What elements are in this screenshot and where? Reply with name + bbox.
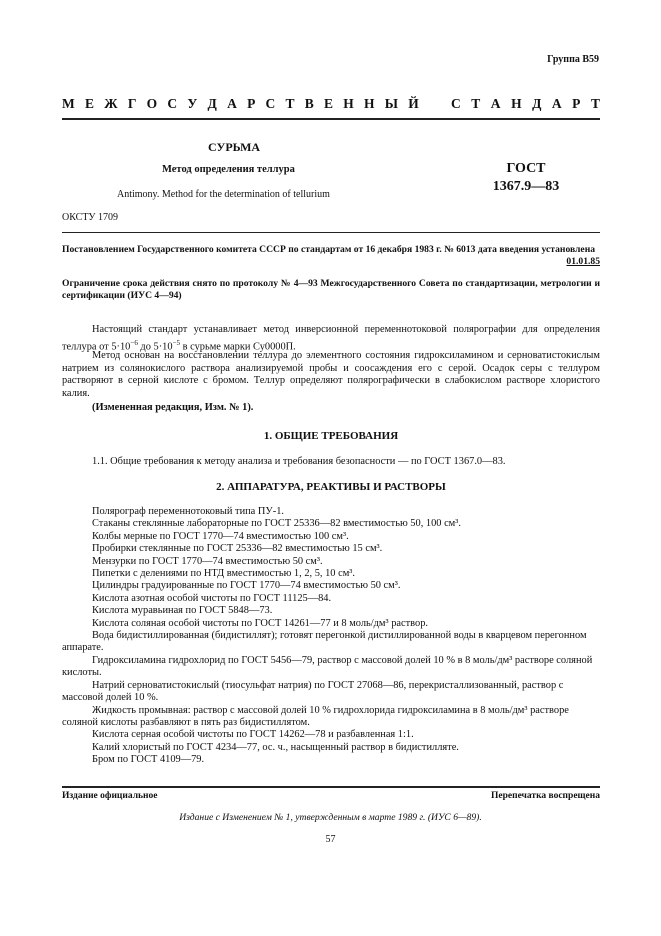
intro-paragraph-2: Метод основан на восстановлении теллура до элементного состояния гидроксиламином и серноватистокислым натрием из солянокислого раствора анализируемой пробы и соосаждения его с серой. Осадок серы с теллуром растворяют в серной кислоте с бромом. Теллур определяют полярографически в слабокислом растворе хлористого калия. bbox=[62, 350, 600, 399]
banner-letter: М bbox=[62, 96, 75, 111]
banner-letter: Ж bbox=[104, 96, 118, 111]
title-rule bbox=[62, 232, 600, 233]
banner-letter: С bbox=[167, 96, 178, 111]
list-item: Цилиндры градуированные по ГОСТ 1770—74 вместимостью 50 см³. bbox=[92, 580, 401, 592]
page-number: 57 bbox=[325, 834, 336, 845]
list-item: Натрий серноватистокислый (тиосульфат натрия) по ГОСТ 27068—86, перекристаллизованный, раствор с массовой долей 10 %. bbox=[62, 679, 564, 704]
group-code: Группа B59 bbox=[547, 54, 599, 65]
section-2-heading: 2. АППАРАТУРА, РЕАКТИВЫ И РАСТВОРЫ bbox=[216, 481, 446, 493]
document-subtitle: Метод определения теллура bbox=[162, 164, 295, 175]
banner-letter: В bbox=[304, 96, 314, 111]
section-1-paragraph: 1.1. Общие требования к методу анализа и требования безопасности — по ГОСТ 1367.0—83. bbox=[92, 456, 506, 467]
banner-letter: Р bbox=[247, 96, 256, 111]
banner-letter: С bbox=[451, 96, 461, 111]
list-item: Пипетки с делениями по НТД вместимостью 1, 2, 5, 10 см³. bbox=[92, 568, 355, 580]
reprint-prohibited-label: Перепечатка воспрещена bbox=[490, 791, 600, 801]
range-low-value: 5·10 bbox=[111, 341, 131, 353]
banner-letter: Е bbox=[84, 96, 94, 111]
list-item: Мензурки по ГОСТ 1770—74 вместимостью 50 см³. bbox=[92, 555, 323, 567]
intro-p1-text-b: в сурьме марки Су0000П. bbox=[180, 341, 296, 353]
banner-letter: Ы bbox=[384, 96, 399, 111]
list-item: Полярограф переменнотоковый типа ПУ-1. bbox=[92, 506, 285, 517]
range-high-exponent: −5 bbox=[172, 338, 181, 347]
gost-label: ГОСТ bbox=[506, 161, 546, 176]
list-item: Стаканы стеклянные лабораторные по ГОСТ 25336—82 вместимостью 50, 100 см³. bbox=[92, 518, 461, 530]
range-high-value: 5·10 bbox=[153, 341, 173, 353]
banner-letter: Н bbox=[511, 96, 522, 111]
apparatus-list bbox=[62, 506, 600, 767]
gost-code: 1367.9—83 bbox=[492, 179, 560, 194]
banner-letter: Н bbox=[343, 96, 354, 111]
banner-word-interstate bbox=[62, 96, 419, 112]
list-item: Пробирки стеклянные по ГОСТ 25336—82 вместимостью 15 см³. bbox=[92, 543, 383, 555]
limitation-note: Ограничение срока действия снято по протоколу № 4—93 Межгосударственного Совета по стандартизации, метрологии и сертификации (ИУС 4—94) bbox=[62, 278, 600, 301]
banner-letter: Й bbox=[408, 96, 419, 111]
banner-letter: Г bbox=[127, 96, 137, 111]
list-item: Кислота азотная особой чистоты по ГОСТ 11125—84. bbox=[92, 592, 332, 604]
list-item: Кислота соляная особой чистоты по ГОСТ 14261—77 и 8 моль/дм³ раствор. bbox=[92, 617, 429, 629]
intro-p1-text-mid: до bbox=[137, 341, 154, 353]
banner-letter: С bbox=[265, 96, 276, 111]
banner-letter: У bbox=[187, 96, 198, 111]
edition-note: Издание с Изменением № 1, утвержденным в марте 1989 г. (ИУС 6—89). bbox=[179, 812, 482, 823]
range-low-exponent: −6 bbox=[130, 338, 138, 347]
banner-word-standard bbox=[451, 96, 600, 112]
list-item: Кислота муравьиная по ГОСТ 5848—73. bbox=[92, 605, 273, 617]
list-item: Вода бидистиллированная (бидистиллят); готовят перегонкой дистиллированной воды в кварцевом перегонном аппарате. bbox=[62, 630, 587, 654]
list-item: Колбы мерные по ГОСТ 1770—74 вместимостью 100 см³. bbox=[92, 530, 349, 542]
header-rule bbox=[62, 118, 600, 120]
official-edition-label: Издание официальное bbox=[62, 791, 158, 801]
banner-letter: Т bbox=[471, 96, 481, 111]
banner-letter: А bbox=[490, 96, 501, 111]
banner-letter: Д bbox=[207, 96, 217, 111]
list-item: Жидкость промывная: раствор с массовой долей 10 % гидрохлорида гидроксиламина в 8 моль/дм³ растворе соляной кислоты разбавляют в пять раз бидистиллятом. bbox=[62, 704, 569, 728]
banner-letter: Т bbox=[285, 96, 295, 111]
list-item: Гидроксиламина гидрохлорид по ГОСТ 5456—79, раствор с массовой долей 10 % в 8 моль/дм³ растворе соляной кислоты. bbox=[62, 654, 593, 679]
section-1-heading: 1. ОБЩИЕ ТРЕБОВАНИЯ bbox=[263, 430, 399, 442]
banner-letter: О bbox=[146, 96, 158, 111]
banner-letter: Н bbox=[364, 96, 375, 111]
list-item: Бром по ГОСТ 4109—79. bbox=[92, 754, 205, 766]
banner-letter: Д bbox=[532, 96, 542, 111]
banner-letter: Е bbox=[324, 96, 334, 111]
gost-number bbox=[476, 160, 576, 196]
interstate-standard-banner bbox=[62, 96, 600, 112]
english-title: Antimony. Method for the determination of tellurium bbox=[117, 189, 330, 200]
footer-rule bbox=[62, 786, 600, 788]
introduction-date: 01.01.85 bbox=[566, 256, 600, 267]
intro-p1-text-a: Настоящий стандарт устанавливает метод инверсионной переменнотоковой полярографии для определения теллура от bbox=[62, 324, 600, 353]
list-item: Кислота серная особой чистоты по ГОСТ 14262—78 и разбавленная 1:1. bbox=[92, 729, 414, 741]
banner-letter: А bbox=[551, 96, 562, 111]
list-item: Калий хлористый по ГОСТ 4234—77, ос. ч., насыщенный раствор в бидистилляте. bbox=[92, 741, 459, 753]
document-title: СУРЬМА bbox=[208, 140, 261, 154]
banner-letter: Т bbox=[590, 96, 600, 111]
banner-letter: А bbox=[227, 96, 237, 111]
amendment-note: (Измененная редакция, Изм. № 1). bbox=[92, 402, 254, 413]
banner-letter: Р bbox=[572, 96, 581, 111]
oksty-code: ОКСТУ 1709 bbox=[62, 212, 119, 223]
decree-text: Постановлением Государственного комитета СССР по стандартам от 16 декабря 1983 г. № 6013 дата введения установлена bbox=[62, 244, 596, 255]
